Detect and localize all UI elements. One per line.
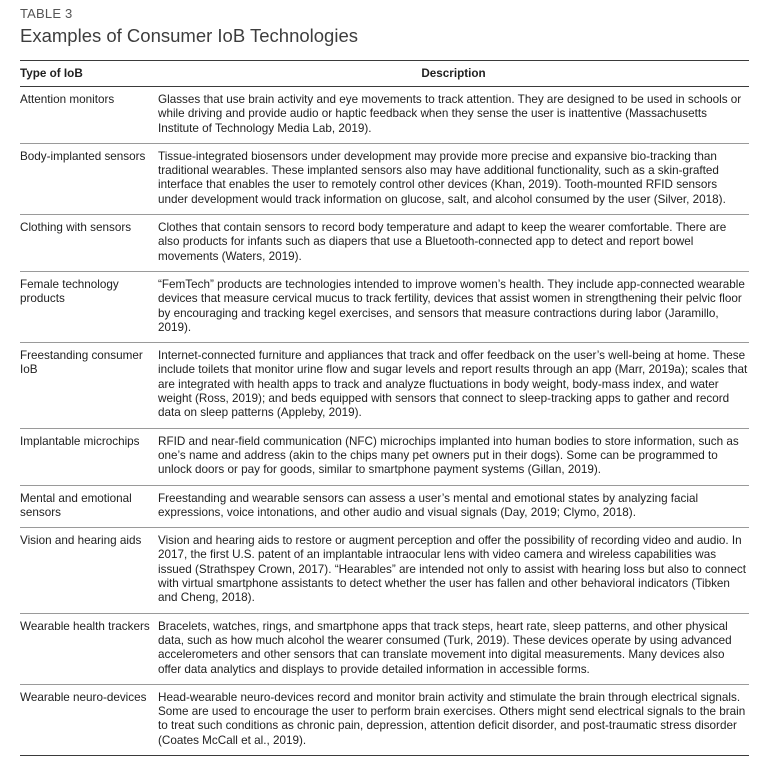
table-figure [20, 6, 749, 756]
column-header-description: Description [158, 61, 749, 87]
row-type: Implantable microchips [20, 428, 158, 485]
row-description: Tissue-integrated biosensors under development may provide more precise and expansive bio-tracking than traditional wearables. These implanted sensors also may have additional functionality, such as a skin-grafted interface that enables the user to remotely control other devices (Khan, 2019). Tooth-mounted RFID sensors under development would track information on glucose, salt, and alcohol consumed by the user (Silver, 2018). [158, 143, 749, 214]
row-type: Wearable health trackers [20, 613, 158, 684]
table-row [20, 428, 749, 485]
table-row [20, 528, 749, 613]
table-row [20, 613, 749, 684]
row-description: “FemTech” products are technologies intended to improve women’s health. They include app-connected wearable devices that measure cervical mucus to track fertility, devices that assist women in strengthening their pelvic floor by encouraging and tracking kegel exercises, and sensors that measure contractions during labor (Jaramillo, 2019). [158, 271, 749, 342]
row-description: RFID and near-field communication (NFC) microchips implanted into human bodies to store information, such as one’s name and address (akin to the chips many pet owners put in their dogs). Some can be programmed to unlock doors or pay for goods, similar to smartphone payment systems (Gillan, 2019). [158, 428, 749, 485]
column-header-type: Type of IoB [20, 61, 158, 87]
row-description: Freestanding and wearable sensors can assess a user’s mental and emotional states by analyzing facial expressions, voice intonations, and other audio and visual signals (Day, 2019; Clymo, 2018). [158, 485, 749, 528]
row-description: Vision and hearing aids to restore or augment perception and offer the possibility of recording video and audio. In 2017, the first U.S. patent of an implantable intraocular lens with video camera and wireless capabilities was issued (Strathspey Crown, 2017). “Hearables” are intended not only to assist with hearing loss but also to connect with virtual smartphone assistants to detect whether the user has fallen and other behavioral indicators (Tibken and Cheng, 2018). [158, 528, 749, 613]
row-type: Female technology products [20, 271, 158, 342]
row-description: Head-wearable neuro-devices record and monitor brain activity and stimulate the brain through electrical signals. Some are used to encourage the user to perform brain exercises. Others might send electrical signals to the brain to treat such conditions as chronic pain, depression, attention deficit disorder, and post-traumatic stress disorder (Coates McCall et al., 2019). [158, 690, 746, 747]
table-label: TABLE 3 [20, 6, 73, 21]
table-row [20, 485, 749, 528]
row-description: Clothes that contain sensors to record body temperature and adapt to keep the wearer comfortable. There are also products for infants such as diapers that use a Bluetooth-connected app to detect and report bowel movements (Waters, 2019). [158, 215, 749, 272]
table-row [20, 684, 749, 755]
row-type: Wearable neuro-devices [20, 690, 147, 704]
row-type: Body-implanted sensors [20, 143, 158, 214]
iob-technologies-table [20, 60, 749, 756]
table-title: Examples of Consumer IoB Technologies [20, 25, 358, 46]
row-type: Vision and hearing aids [20, 528, 158, 613]
table-header-row [20, 61, 749, 87]
row-description: Bracelets, watches, rings, and smartphone apps that track steps, heart rate, sleep patterns, and other physical data, such as how much alcohol the wearer consumed (Turk, 2019). These devices operate by using advanced accelerometers and other sensors that can translate movement into digital measurements. Many devices also offer data analytics and displays to provide detailed information in accessible forms. [158, 613, 749, 684]
row-description: Internet-connected furniture and appliances that track and offer feedback on the user’s well-being at home. These include toilets that monitor urine flow and sugar levels and report results through an app (Marr, 2019a); scales that are integrated with health apps to track and analyze fluctuations in body weight, body-mass index, and water weight (Ross, 2019); and beds equipped with sensors that connect to sleep-tracking apps to gather and record data on sleep patterns (Appleby, 2019). [158, 343, 749, 428]
row-type: Attention monitors [20, 87, 158, 144]
row-type: Freestanding consumer IoB [20, 343, 158, 428]
table-row [20, 87, 749, 144]
table-row [20, 343, 749, 428]
table-row [20, 215, 749, 272]
row-description: Glasses that use brain activity and eye movements to track attention. They are designed to be used in schools or while driving and provide audio or haptic feedback when they sense the user is inattentive (Massachusetts Institute of Technology Media Lab, 2019). [158, 87, 749, 144]
row-type: Mental and emotional sensors [20, 485, 158, 528]
table-row [20, 271, 749, 342]
row-type: Clothing with sensors [20, 215, 158, 272]
table-row [20, 143, 749, 214]
